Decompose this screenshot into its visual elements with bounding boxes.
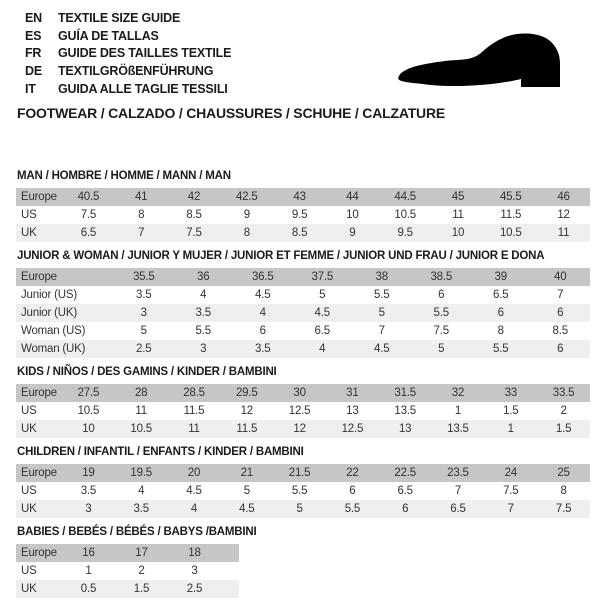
table-cell: 5 — [438, 343, 445, 355]
table-row — [16, 268, 590, 286]
row-label: UK — [21, 583, 37, 595]
language-label: GUIDE DES TAILLES TEXTILE — [58, 46, 232, 61]
language-code: IT — [25, 81, 36, 96]
table-cell: 37.5 — [311, 271, 334, 283]
table-cell: 8 — [243, 227, 250, 239]
table-cell: 4.5 — [186, 485, 202, 497]
table-cell: 9.5 — [397, 227, 413, 239]
table-cell: 9 — [349, 227, 356, 239]
table-cell: 8 — [497, 325, 504, 337]
table-cell: 41 — [134, 191, 148, 203]
language-row — [25, 80, 231, 98]
table-row — [16, 464, 590, 482]
table-cell: 45 — [451, 191, 465, 203]
size-table-title: CHILDREN / INFANTIL / ENFANTS / KINDER / BAMBINI — [17, 446, 304, 458]
table-cell: 32 — [451, 387, 465, 399]
table-cell: 33.5 — [552, 387, 575, 399]
language-code: FR — [25, 46, 42, 61]
table-cell: 10 — [346, 209, 359, 221]
language-row — [25, 27, 231, 45]
shoe-icon-path — [398, 33, 560, 87]
language-label: TEXTILE SIZE GUIDE — [58, 10, 181, 25]
table-cell: 7.5 — [433, 325, 449, 337]
table-cell: 8.5 — [552, 325, 568, 337]
table-cell: 45.5 — [499, 191, 522, 203]
size-table — [16, 188, 590, 242]
table-row — [16, 482, 590, 500]
language-row — [25, 44, 231, 62]
table-cell: 17 — [135, 547, 148, 559]
table-cell: 4 — [319, 343, 326, 355]
table-cell: 13.5 — [394, 405, 416, 417]
table-cell: 5.5 — [195, 325, 211, 337]
table-cell: 0.5 — [80, 583, 97, 595]
table-cell: 24 — [504, 467, 517, 479]
size-table-section — [16, 366, 590, 438]
table-cell: 42 — [187, 191, 201, 203]
table-cell: 25 — [557, 467, 570, 479]
table-cell: 19 — [82, 467, 95, 479]
table-cell: 4 — [190, 503, 198, 515]
row-label: US — [21, 565, 37, 577]
table-cell: 30 — [293, 387, 306, 399]
row-label: Junior (US) — [21, 289, 77, 301]
table-cell: 33 — [504, 387, 517, 399]
row-label: US — [21, 405, 37, 417]
row-label: Europe — [21, 191, 57, 203]
table-cell: 6 — [557, 343, 564, 355]
table-cell: 5.5 — [433, 307, 449, 319]
table-cell: 11.5 — [500, 209, 522, 221]
table-row — [16, 562, 239, 580]
table-cell: 6 — [497, 307, 504, 319]
table-cell: 3.5 — [80, 485, 97, 497]
language-label: GUÍA DE TALLAS — [58, 28, 159, 43]
table-cell: 44 — [346, 191, 359, 203]
language-row — [25, 9, 231, 27]
table-cell: 7.5 — [503, 485, 519, 497]
size-table-title: JUNIOR & WOMAN / JUNIOR Y MUJER / JUNIOR ET FEMME / JUNIOR UND FRAU / JUNIOR E DONA — [17, 250, 545, 262]
table-cell: 11.5 — [183, 405, 205, 417]
table-cell: 5.5 — [344, 503, 361, 515]
table-cell: 23.5 — [447, 467, 469, 479]
table-row — [16, 322, 590, 340]
table-cell: 7 — [507, 503, 514, 515]
table-cell: 36.5 — [251, 271, 274, 283]
table-cell: 7.5 — [80, 209, 97, 221]
row-label: Woman (US) — [21, 325, 86, 337]
table-cell: 4.5 — [255, 289, 271, 301]
table-cell: 4 — [200, 289, 207, 301]
table-cell: 10.5 — [394, 209, 416, 221]
row-label: US — [21, 485, 37, 497]
size-table-section — [16, 250, 590, 358]
table-cell: 12 — [240, 405, 253, 417]
table-cell: 5 — [319, 289, 326, 301]
table-cell: 12 — [293, 423, 306, 435]
table-cell: 6 — [557, 307, 564, 319]
table-cell: 2.5 — [186, 583, 203, 595]
table-cell: 28 — [134, 387, 148, 399]
size-table-title: KIDS / NIÑOS / DES GAMINS / KINDER / BAMBINI — [17, 366, 277, 378]
table-cell: 3 — [200, 343, 207, 355]
row-label: UK — [21, 503, 37, 515]
table-cell: 10.5 — [77, 405, 100, 417]
row-label: UK — [21, 423, 37, 435]
size-table-title: BABIES / BEBÉS / BÉBÉS / BABYS /BAMBINI — [17, 526, 257, 538]
table-cell: 39 — [494, 271, 507, 283]
table-cell: 3 — [85, 503, 92, 515]
table-cell: 3 — [191, 565, 198, 577]
size-table — [16, 544, 239, 598]
table-cell: 5 — [378, 307, 385, 319]
table-cell: 44.5 — [394, 191, 416, 203]
table-cell: 8 — [560, 485, 567, 497]
table-cell: 35.5 — [132, 271, 155, 283]
table-cell: 21 — [240, 467, 253, 479]
table-cell: 12 — [557, 209, 570, 221]
table-cell: 13 — [398, 423, 412, 435]
table-cell: 21.5 — [288, 467, 311, 479]
table-cell: 3.5 — [195, 307, 211, 319]
table-cell: 22 — [346, 467, 359, 479]
table-cell: 1.5 — [503, 405, 519, 417]
table-cell: 6.5 — [450, 503, 466, 515]
table-cell: 7 — [454, 485, 462, 497]
table-cell: 10.5 — [130, 423, 152, 435]
table-row — [16, 402, 590, 420]
category-heading: FOOTWEAR / CALZADO / CHAUSSURES / SCHUHE / CALZATURE — [17, 105, 446, 121]
table-cell: 9.5 — [291, 209, 308, 221]
table-row — [16, 286, 590, 304]
table-row — [16, 206, 590, 224]
table-cell: 4.5 — [239, 503, 255, 515]
language-list — [25, 9, 231, 97]
language-code: EN — [25, 10, 42, 25]
row-label: UK — [21, 227, 37, 239]
table-cell: 4 — [259, 307, 266, 319]
language-row — [25, 62, 231, 80]
table-cell: 9 — [243, 209, 250, 221]
table-cell: 2.5 — [136, 343, 152, 355]
table-cell: 6 — [402, 503, 409, 515]
table-cell: 8.5 — [186, 209, 202, 221]
table-cell: 5.5 — [291, 485, 308, 497]
table-cell: 5 — [243, 485, 250, 497]
table-cell: 1 — [85, 565, 92, 577]
table-cell: 4.5 — [314, 307, 330, 319]
table-row — [16, 500, 590, 518]
table-cell: 11 — [557, 227, 570, 239]
table-cell: 6.5 — [493, 289, 509, 301]
size-table-title: MAN / HOMBRE / HOMME / MANN / MAN — [17, 170, 231, 182]
table-cell: 3.5 — [255, 343, 271, 355]
table-cell: 29.5 — [235, 387, 258, 399]
table-cell: 2 — [560, 405, 567, 417]
table-cell: 38.5 — [430, 271, 453, 283]
table-row — [16, 544, 239, 562]
table-cell: 6 — [438, 289, 445, 301]
table-cell: 1.5 — [133, 583, 150, 595]
size-tables — [16, 170, 590, 600]
table-cell: 27.5 — [77, 387, 100, 399]
row-label: Europe — [21, 271, 57, 283]
size-table — [16, 268, 590, 358]
table-cell: 1.5 — [555, 423, 572, 435]
shoe-icon — [393, 24, 573, 96]
row-label: Europe — [21, 547, 57, 559]
table-cell: 4 — [138, 485, 145, 497]
table-cell: 1 — [454, 405, 462, 417]
row-label: Europe — [21, 387, 57, 399]
table-row — [16, 340, 590, 358]
table-cell: 43 — [293, 191, 306, 203]
table-cell: 40.5 — [77, 191, 100, 203]
table-cell: 28.5 — [183, 387, 205, 399]
table-row — [16, 224, 590, 242]
table-cell: 13 — [346, 405, 359, 417]
table-cell: 6.5 — [397, 485, 413, 497]
table-cell: 8.5 — [291, 227, 308, 239]
table-row — [16, 580, 239, 598]
table-cell: 40 — [554, 271, 567, 283]
row-label: Woman (UK) — [21, 343, 86, 355]
table-cell: 31.5 — [394, 387, 416, 399]
table-cell: 36 — [197, 271, 210, 283]
table-cell: 16 — [82, 547, 95, 559]
table-cell: 10.5 — [499, 227, 522, 239]
table-cell: 4.5 — [374, 343, 390, 355]
table-row — [16, 420, 590, 438]
table-cell: 19.5 — [130, 467, 152, 479]
row-label: Europe — [21, 467, 57, 479]
table-cell: 3 — [140, 307, 147, 319]
size-table-section — [16, 170, 590, 242]
language-code: DE — [25, 63, 42, 78]
table-cell: 3.5 — [136, 289, 152, 301]
table-cell: 20 — [187, 467, 201, 479]
table-cell: 8 — [138, 209, 145, 221]
table-cell: 5 — [140, 325, 147, 337]
table-cell: 5.5 — [374, 289, 390, 301]
size-table-section — [16, 446, 590, 518]
table-cell: 7.5 — [186, 227, 202, 239]
table-cell: 10 — [451, 227, 465, 239]
table-cell: 7 — [138, 227, 145, 239]
table-cell: 5.5 — [493, 343, 509, 355]
table-cell: 1 — [507, 423, 514, 435]
table-cell: 6.5 — [80, 227, 97, 239]
table-cell: 11 — [452, 209, 464, 221]
language-label: GUIDA ALLE TAGLIE TESSILI — [58, 81, 228, 96]
size-table — [16, 384, 590, 438]
table-cell: 7 — [378, 325, 385, 337]
table-cell: 13.5 — [447, 423, 469, 435]
row-label: US — [21, 209, 37, 221]
table-cell: 31 — [346, 387, 359, 399]
table-cell: 12.5 — [341, 423, 364, 435]
table-row — [16, 304, 590, 322]
table-cell: 6 — [259, 325, 266, 337]
table-cell: 6 — [349, 485, 356, 497]
table-cell: 11 — [135, 405, 147, 417]
table-row — [16, 188, 590, 206]
size-table — [16, 464, 590, 518]
table-cell: 12.5 — [288, 405, 311, 417]
table-row — [16, 384, 590, 402]
size-table-section — [16, 526, 590, 598]
language-label: TEXTILGRÖßENFÜHRUNG — [58, 63, 214, 78]
table-cell: 46 — [557, 191, 570, 203]
table-cell: 22.5 — [394, 467, 416, 479]
table-cell: 3.5 — [133, 503, 149, 515]
table-cell: 7.5 — [555, 503, 572, 515]
table-cell: 2 — [138, 565, 145, 577]
table-cell: 7 — [557, 289, 564, 301]
table-cell: 6.5 — [314, 325, 330, 337]
table-cell: 5 — [296, 503, 303, 515]
table-cell: 42.5 — [235, 191, 258, 203]
table-cell: 38 — [375, 271, 388, 283]
table-cell: 11.5 — [236, 423, 258, 435]
table-cell: 11 — [188, 423, 200, 435]
row-label: Junior (UK) — [21, 307, 77, 319]
table-cell: 10 — [82, 423, 95, 435]
language-code: ES — [25, 28, 42, 43]
table-cell: 18 — [188, 547, 201, 559]
